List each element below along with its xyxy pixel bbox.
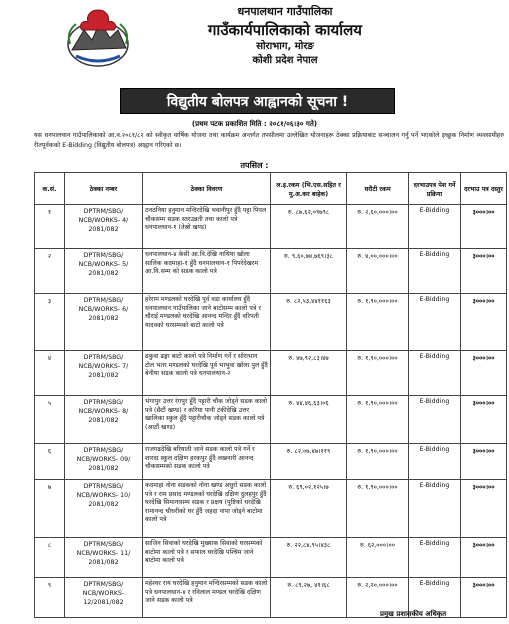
table-header-row (35, 173, 507, 205)
col-header-sn: क.सं. (35, 173, 65, 205)
row-fee: ३०००।०० (461, 396, 507, 444)
row-method: E-Bidding (409, 444, 461, 480)
table-row (35, 351, 507, 396)
row-code: DPTRM/SBG/ NCB/WORKS- 6/ 2081/082 (65, 294, 143, 351)
row-deposit: रु. १,९०,०००।०० (347, 480, 409, 538)
office-location: सोराभाग, मोरङ (256, 41, 314, 52)
col-header-fee: दरभाउ पत्र दस्तुर (461, 173, 507, 205)
row-sn: ५ (35, 396, 65, 444)
row-deposit: रु. २,६०,०००।०० (347, 205, 409, 249)
row-code: DPTRM/SBG/ NCB/WORKS- 12/2081/082 (65, 578, 143, 618)
row-estimate: रु. ८७,६२,०९७९८ (271, 205, 347, 249)
row-sn: ६ (35, 444, 65, 480)
row-estimate: रु. ६९,०२,१२५।७ (271, 480, 347, 538)
office-name: गाउँकार्यपालिकाको कार्यालय (207, 21, 362, 39)
publication-date: (प्रथम पटक प्रकाशित मिति : २०८१/०६।३० गते) (191, 120, 318, 128)
row-code: DPTRM/SBG/ NCB/WORKS- 5/ 2081/082 (65, 249, 143, 294)
intro-paragraph: यस धनपालथान गाउँपालिकाको आ.व.२०८१/८२ को स्वीकृत वार्षिक योजना तथा कार्यक्रम अन्तर्गत तपसीलमा उल्लेखित योजनाहरू ठेक्का प्रक्रियाबाट सञ्चालन गर्नु पर्ने भएकोले इच्छुक निर्माण व्यवसायीहरु रीतपूर्वकको E-Bidding (विद्युतीय बोलपत्र) आह्वान गरिएको छ। (34, 132, 504, 149)
row-method: E-Bidding (409, 294, 461, 351)
municipality-name: धनपालथान गाउँपालिका (237, 5, 333, 18)
col-header-desc: ठेक्का विवरण (143, 173, 271, 205)
row-deposit: रु. १,९०,०००।०० (347, 444, 409, 480)
row-estimate: रु. ८२,५३,४४११६३ (271, 294, 347, 351)
col-header-estimate: ल.इ.रकम (भि.एस.सहित र मु.अ.कर बाहेक) (271, 173, 347, 205)
signature-label: प्रमुख प्रशासकीय अधिकृत (380, 610, 447, 618)
row-estimate: रु. २२,८४,९५।४३८ (271, 538, 347, 578)
row-sn: ८ (35, 538, 65, 578)
row-sn: ४ (35, 351, 65, 396)
row-desc: भंगापुर उत्तर रंगपुर हुँदै पट्टारी चौक जोड्ने सडक कालो पत्रे (छैटौं खण्ड) र करिया पानी टंकीदेखि उत्तर खालिका स्कुल हुँदै पट्टारीचौक जोड्ने सडक कालो पत्रे (आठौं खण्ड) (143, 396, 271, 444)
row-sn: ७ (35, 480, 65, 538)
col-header-deposit: धरौटी रकम (347, 173, 409, 205)
row-fee: ३०००।०० (461, 351, 507, 396)
row-fee: ३०००।०० (461, 578, 507, 618)
row-estimate: रु. ८९,२७, ४१।६८ (271, 578, 347, 618)
row-fee: ३०००।०० (461, 249, 507, 294)
row-method: E-Bidding (409, 396, 461, 444)
row-estimate: रु. ४४,४६,६३।०६ (271, 396, 347, 444)
nepal-emblem-icon (62, 4, 134, 70)
row-desc: ढकुवा ढङ्गा बाटो कालो पत्रे निर्माण गर्ने र सोराभाग टोल भतर मण्डलको घरदेखि पूर्व भाभुवा खोला पुल हुँदै बेनीया सडक कालो पत्रे धनपालथान-२ (143, 351, 271, 396)
row-deposit: रु. ६२,०००।०० (347, 538, 409, 578)
table-row (35, 480, 507, 538)
row-desc: राजगढदेखि बरियाती जाने सडक कालो पत्रे गर्ने र शारदा स्कुल दक्षिण हरकपुर हुँदै लखनारी आनन्द चौकसम्मको सडक कालो पत्रे (143, 444, 271, 480)
row-code: DPTRM/SBG/ NCB/WORKS- 7/ 2081/082 (65, 351, 143, 396)
row-code: DPTRM/SBG/ NCB/WORKS- 4/ 2081/082 (65, 205, 143, 249)
table-title: तपसिल : (240, 161, 269, 170)
row-code: DPTRM/SBG/ NCB/WORKS- 8/ 2081/082 (65, 396, 143, 444)
row-sn: ९ (35, 578, 65, 618)
row-estimate: रु. ८२,०७,४७।११९ (271, 444, 347, 480)
row-fee: ३०००।०० (461, 538, 507, 578)
col-header-method: दरभाउपत्र पेश गर्ने प्रक्रिया (409, 173, 461, 205)
row-deposit: रु. ४,००,०००।०० (347, 249, 409, 294)
tender-table (34, 172, 507, 618)
row-code: DPTRM/SBG/ NCB/WORKS- 10/ 2081/082 (65, 480, 143, 538)
row-estimate: रु. ४७,९२,८३।४७ (271, 351, 347, 396)
row-desc: कदमाहा नोना सडकको नोना खण्ड अधुरो सडक कालो पत्रे र राम प्रसाद मण्डलको घरदेखि दक्षिण दुलहपुर हुँदै घरदेखि सिमानासम्म सडक र प्रक्षय (पुष्टिको घरदेखि रामानन्द चौधरीको घर हुँदै जहदा नापा जोड्ने बाटोमा कालो पत्रे (143, 480, 271, 538)
row-sn: ३ (35, 294, 65, 351)
row-desc: धनपालथान-४ केसी आ.वि.देखि नाथिया खोला सालिक कदमाहा-१ हुँदै धनपालथान-१ पिपरेदेखरम आ.वि.सम्म को सडक कालो पत्रे (143, 249, 271, 294)
table-row (35, 249, 507, 294)
province-name: कोशी प्रदेश नेपाल (252, 55, 318, 66)
row-desc: महेश्वर राय घरदेखि हनुमान मन्दिरसम्मको सडक कालो पत्रे धनपालथान-४ र रविलाल मण्डल घरदेखि दक्षिण जाने सडक कालो पत्रे (143, 578, 271, 618)
table-row (35, 538, 507, 578)
row-fee: ३०००।०० (461, 480, 507, 538)
col-header-code: ठेक्का नम्बर (65, 173, 143, 205)
row-method: E-Bidding (409, 538, 461, 578)
row-desc: साजिन सिवाको घरदेखि मुख्याक सिवाको घरसम्मको बाटोमा कालो पत्रे र सफाल घरदेखि पश्चिम जाने बाटोमा कालो पत्रे (143, 538, 271, 578)
notice-title-banner: विद्युतीय बोलपत्र आह्वानको सूचना ! (120, 88, 395, 114)
row-fee: ३०००।०० (461, 294, 507, 351)
table-row (35, 205, 507, 249)
row-desc: ठनठनिया हनुमान मन्दिरदेखि भवानीपुर हुँदै पट्टा पिपल चौकसम्म सडक स्तरउन्नती तथा कालो पत्रे धनपालथान-१ (तेस्रो खण्ड) (143, 205, 271, 249)
row-method: E-Bidding (409, 351, 461, 396)
row-method: E-Bidding (409, 249, 461, 294)
table-row (35, 294, 507, 351)
table-row (35, 396, 507, 444)
row-deposit: रु. १,९०,०००।०० (347, 294, 409, 351)
row-method: E-Bidding (409, 205, 461, 249)
table-row (35, 444, 507, 480)
row-method: E-Bidding (409, 480, 461, 538)
row-desc: हरेराम मण्डलको घरदेखि पूर्व वडा कार्यालय हुँदै धनपालथान गाउँपालिका जाने बाटोसम्म कालो पत्रे र चौराई मण्डलको घरदेखि आनन्द मन्दिर हुँदै वरिपती यादवको घरसम्मको बाटो कालो पत्रे (143, 294, 271, 351)
row-code: DPTRM/SBG/ NCB/WORKS- 11/ 2081/082 (65, 538, 143, 578)
row-sn: १ (35, 205, 65, 249)
row-deposit: रु. २,२०,०००।०० (347, 578, 409, 618)
row-fee: ३०००।०० (461, 205, 507, 249)
letterhead (0, 0, 509, 80)
row-deposit: रु. १,९०,०००।०० (347, 396, 409, 444)
row-deposit: रु. १,९०,०००।०० (347, 351, 409, 396)
row-code: DPTRM/SBG/ NCB/WORKS- 09/ 2081/082 (65, 444, 143, 480)
row-fee: ३०००।०० (461, 444, 507, 480)
row-method: E-Bidding (409, 578, 461, 618)
row-estimate: रु. ९,६०,७४,७६९।३८ (271, 249, 347, 294)
row-sn: २ (35, 249, 65, 294)
